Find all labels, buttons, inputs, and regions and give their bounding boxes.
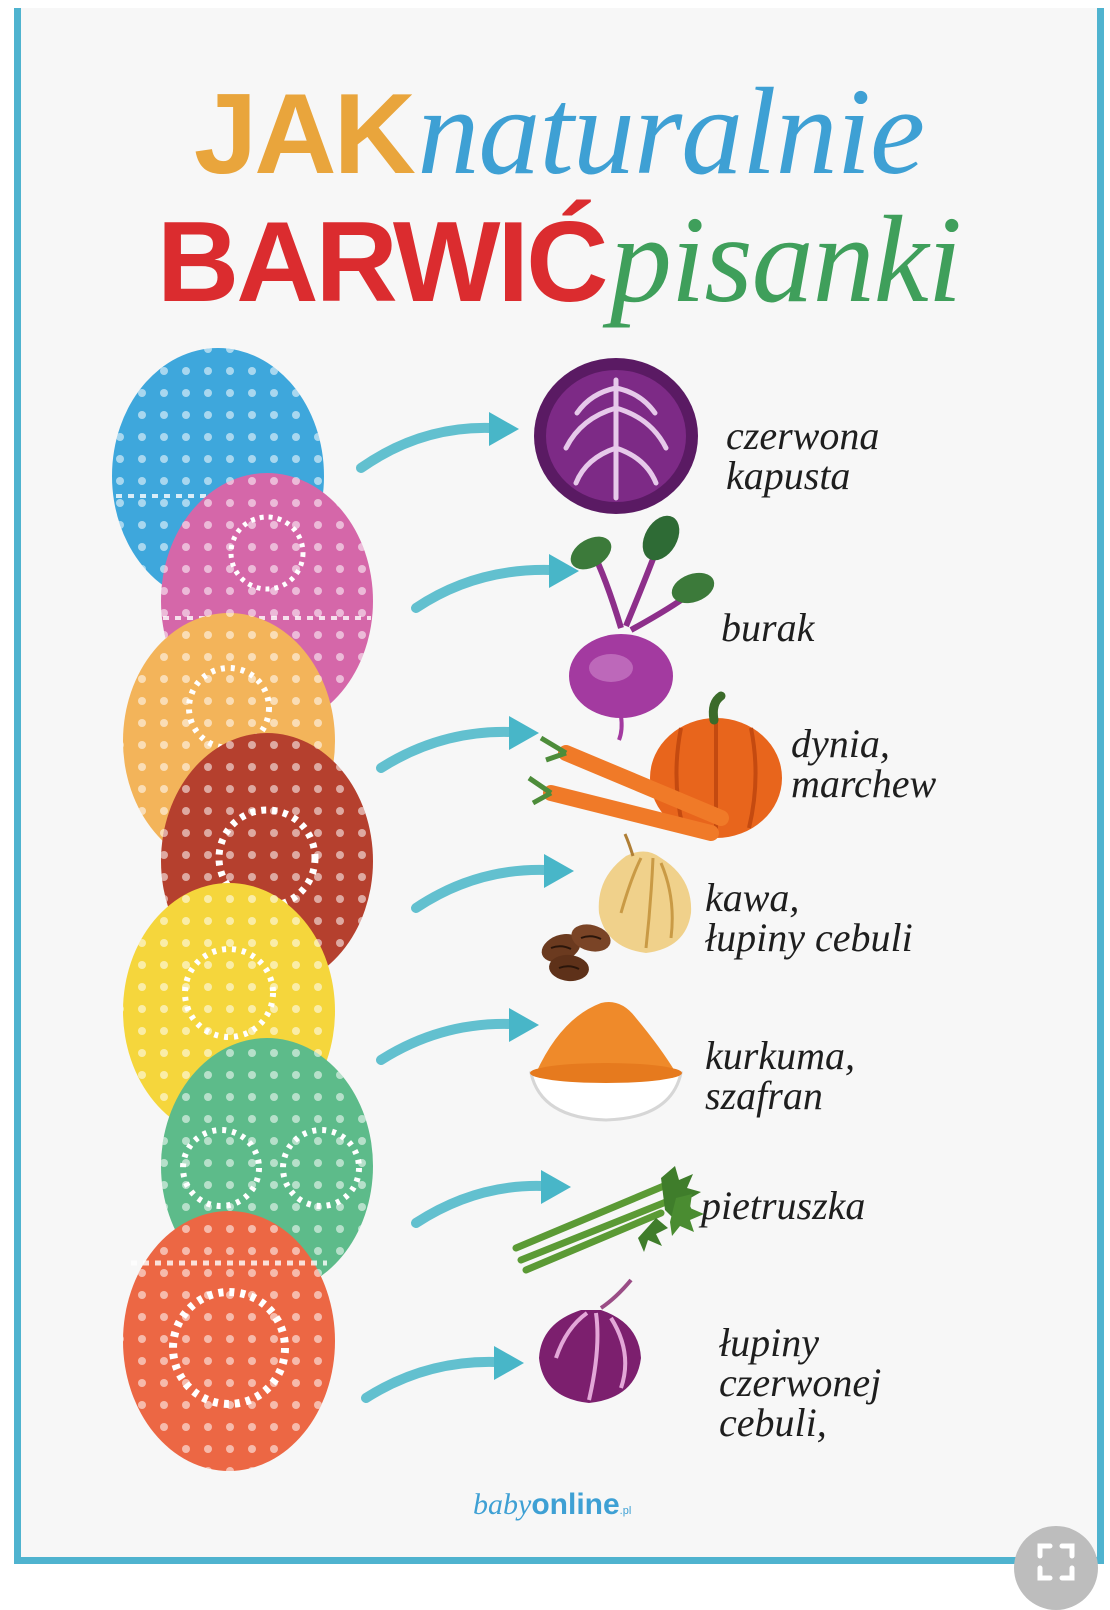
infographic-poster xyxy=(14,8,1104,1564)
label-pietruszka: pietruszka xyxy=(701,1183,866,1228)
title-word-jak: JAK xyxy=(193,71,413,198)
onion-coffee-icon xyxy=(538,834,691,983)
arrow-5 xyxy=(381,1008,539,1060)
arrow-3 xyxy=(381,716,539,768)
red-cabbage-icon xyxy=(534,358,698,514)
title-word-barwic: BARWIĆ xyxy=(156,199,606,326)
label-kawa-lupiny-cebuli: kawa, łupiny cebuli xyxy=(705,875,913,960)
title-word-naturalnie: naturalnie xyxy=(417,63,925,200)
spice-bowl-icon xyxy=(530,1002,682,1120)
expand-icon xyxy=(1036,1542,1076,1582)
egg-red xyxy=(123,1211,335,1471)
expand-button[interactable] xyxy=(1014,1526,1098,1610)
red-onion-icon xyxy=(539,1280,641,1403)
beetroot-icon xyxy=(565,509,719,740)
arrow-1 xyxy=(361,412,519,468)
pumpkin-carrot-icon xyxy=(529,696,782,838)
arrow-7 xyxy=(366,1346,524,1398)
label-czerwona-kapusta: czerwona kapusta xyxy=(726,413,880,498)
label-burak: burak xyxy=(721,605,815,650)
label-lupiny-czerwonej-cebuli: łupiny czerwonej cebuli, xyxy=(719,1320,882,1445)
arrow-2 xyxy=(416,554,579,608)
label-kurkuma-szafran: kurkuma, szafran xyxy=(705,1033,855,1118)
illustration xyxy=(21,8,1104,1564)
arrow-4 xyxy=(416,854,574,908)
title-word-pisanki: pisanki xyxy=(609,191,962,328)
label-dynia-marchew: dynia, marchew xyxy=(791,721,937,806)
babyonline-logo: babyonline.pl xyxy=(473,1488,632,1521)
arrow-6 xyxy=(416,1170,571,1223)
